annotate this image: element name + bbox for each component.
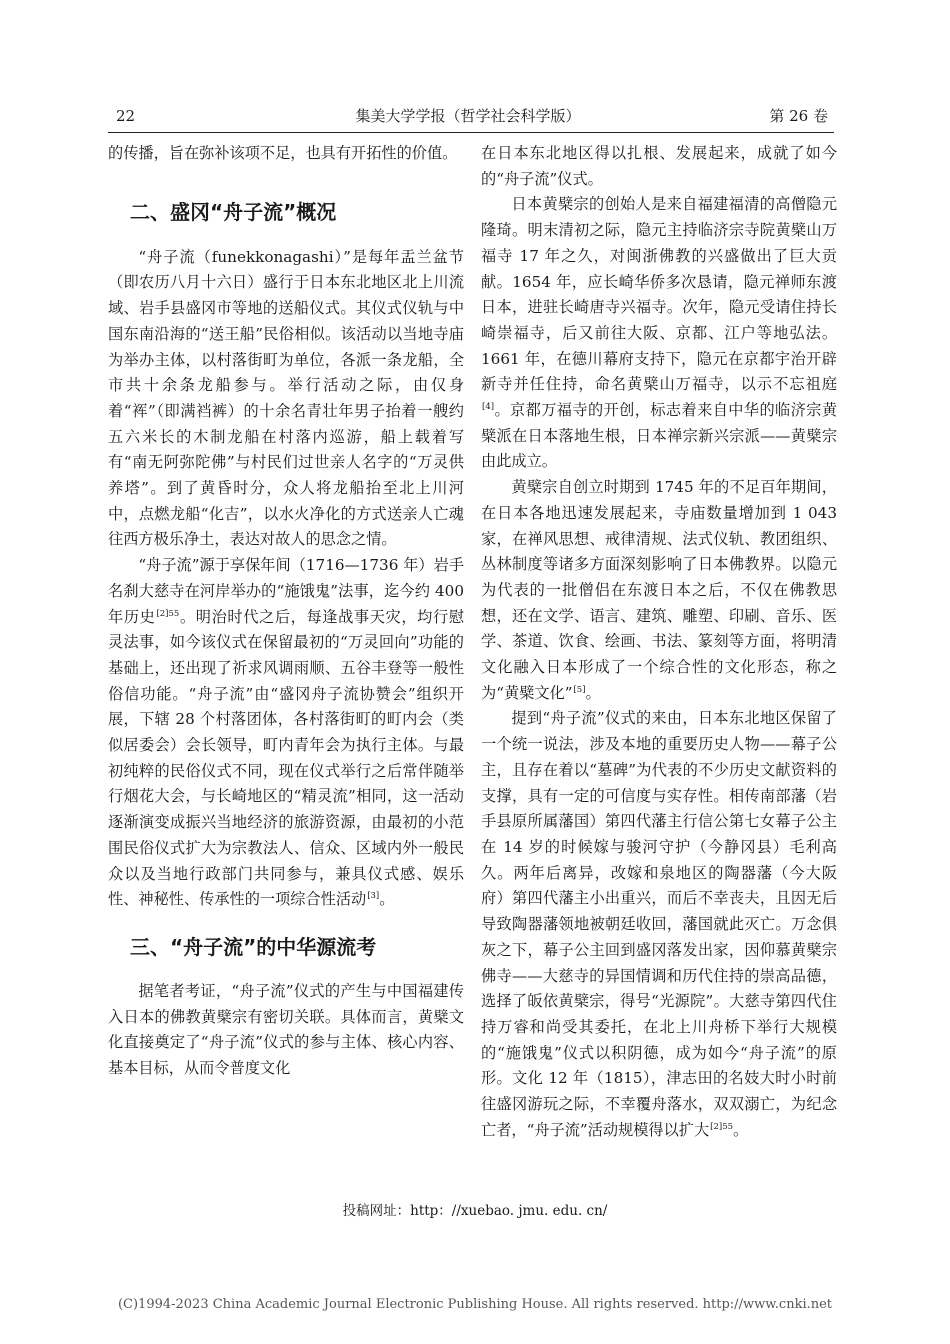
paragraph-text: 。 <box>733 1120 749 1139</box>
paragraph: “舟子流（funekkonagashi）”是每年盂兰盆节（即农历八月十六日）盛行于日本东北地区北上川流域、岩手县盛冈市等地的送船仪式。其仪式仪轨与中国东南沿海的“送王船”民俗相似。该活动以当地寺庙为举办主体，以村落街町为单位，各派一条龙船，全市共十余条龙船参与。举行活动之际，由仅身着“裈”（即满裆裤）的十余名青壮年男子抬着一艘约五六米长的木制龙船在村落内巡游，船上载着写有“南无阿弥陀佛”与村民们过世亲人名字的“万灵供养塔”。到了黄昏时分，众人将龙船抬至北上川河中，点燃龙船“化吉”，以水火净化的方式送亲人亡魂往西方极乐净土，表达对故人的思念之情。 <box>108 247 464 549</box>
citation-ref: [5] <box>573 684 586 695</box>
section-heading: 二、盛冈“舟子流”概况 <box>130 199 337 224</box>
paragraph-text: 。明治时代之后，每逢战事天灾，均行慰灵法事，如今该仪式在保留最初的“万灵回向”功能的基础上，还出现了祈求风调雨顺、五谷丰登等一般性俗信功能。“舟子流”由“盛冈舟子流协赞会”组织开展，下辖 28 个村落团体，各村落街町的町内会（类似居委会）会长领导，町内青年会为执行主体。与最初纯粹的民俗仪式不同，现在仪式举行之后常伴随举行烟花大会，与长崎地区的“精灵流”相同，这一活动逐渐演变成振兴当地经济的旅游资源，由最初的小范围民俗仪式扩大为宗教法人、信众、区域内外一般民众以及当地行政部门共同参与，兼具仪式感、娱乐性、神秘性、传承性的一项综合性活动 <box>108 607 465 909</box>
paragraph <box>108 553 464 913</box>
paragraph <box>481 706 837 1143</box>
paragraph-text: “舟子流”源于享保年间（1716—1736 年）岩手名刹大慈寺在河岸举办的“施饿鬼”法事，迄今约 400 年历史 <box>108 556 464 626</box>
volume-label: 第 26 卷 <box>769 107 828 125</box>
paragraph-text: 。 <box>585 683 601 702</box>
submission-url: 投稿网址：http：//xuebao. jmu. edu. cn/ <box>342 1203 608 1219</box>
page-number: 22 <box>116 107 136 125</box>
paragraph-text: 。京都万福寺的开创，标志着来自中华的临济宗黄檗派在日本落地生根，日本禅宗新兴宗派——黄檗宗由此成立。 <box>481 401 837 471</box>
paragraph: 据笔者考证，“舟子流”仪式的产生与中国福建传入日本的佛教黄檗宗有密切关联。具体而言，黄檗文化直接奠定了“舟子流”仪式的参与主体、核心内容、基本目标，从而令普度文化 <box>108 981 464 1078</box>
paragraph-text: 提到“舟子流”仪式的来由，日本东北地区保留了一个统一说法，涉及本地的重要历史人物——幕子公主，且存在着以“墓碑”为代表的不少历史文献资料的支撑，具有一定的可信度与实存性。相传南部藩（岩手县原所属藩国）第四代藩主行信公第七女幕子公主在 14 岁的时候嫁与骏河守护（今静冈县）毛利高久。两年后离异，改嫁和泉地区的陶器藩（今大阪府）第四代藩主小出重兴，而后不幸丧夫，且因无后导致陶器藩领地被朝廷收回，藩国就此灭亡。万念俱灰之下，幕子公主回到盛冈落发出家，因仰慕黄檗宗佛寺——大慈寺的异国情调和历代住持的崇高品德，选择了皈依黄檗宗，得号“光源院”。大慈寺第四代住持万睿和尚受其委托，在北上川舟桥下举行大规模的“施饿鬼”仪式以积阴德，成为如今“舟子流”的原形。文化 12 年（1815），津志田的名妓大时小时前往盛冈游玩之际，不幸覆舟落水，双双溺亡，为纪念亡者，“舟子流”活动规模得以扩大 <box>481 709 837 1139</box>
paragraph: 的传播，旨在弥补该项不足，也具有开拓性的价值。 <box>108 144 458 162</box>
left-column <box>108 141 464 1082</box>
section-heading: 三、“舟子流”的中华源流考 <box>130 934 377 959</box>
paragraph-text: 黄檗宗自创立时期到 1745 年的不足百年期间，在日本各地迅速发展起来，寺庙数量增加到 1 043 家，在禅风思想、戒律清规、法式仪轨、教团组织、丛林制度等诸多方面深刻影响了日本佛教界。以隐元为代表的一批僧侣在东渡日本之后，不仅在佛教思想，还在文学、语言、建筑、雕塑、印刷、音乐、医学、茶道、饮食、绘画、书法、篆刻等方面，将明清文化融入日本形成了一个综合性的文化形态，称之为“黄檗文化” <box>481 478 837 702</box>
paragraph-text: 。 <box>379 890 395 909</box>
journal-title: 集美大学学报（哲学社会科学版） <box>355 107 581 125</box>
running-header <box>108 104 828 128</box>
paragraph-text: 日本黄檗宗的创始人是来自福建福清的高僧隐元隆琦。明末清初之际，隐元主持临济宗寺院黄檗山万福寺 17 年之久，对闽浙佛教的兴盛做出了巨大贡献。1654 年，应长崎华侨多次恳请，隐元禅师东渡日本，进驻长崎唐寺兴福寺。次年，隐元受请住持长崎崇福寺，后又前往大阪、京都、江户等地弘法。1661 年，在德川幕府支持下，隐元在京都宇治开辟新寺并任住持，命名黄檗山万福寺，以示不忘祖庭 <box>481 195 837 394</box>
citation-ref: [2]55 <box>710 1121 734 1132</box>
citation-ref: [2]55 <box>156 608 180 619</box>
paragraph <box>481 475 837 706</box>
paragraph <box>481 192 837 475</box>
paragraph: 在日本东北地区得以扎根、发展起来，成就了如今的“舟子流”仪式。 <box>481 144 837 188</box>
right-column <box>481 141 837 1143</box>
header-rule <box>108 132 834 133</box>
copyright-watermark: (C)1994-2023 China Academic Journal Electronic Publishing House. All rights reserved. http://www.cnki.net <box>117 1297 833 1312</box>
citation-ref: [4] <box>482 402 495 413</box>
citation-ref: [3] <box>367 891 380 902</box>
